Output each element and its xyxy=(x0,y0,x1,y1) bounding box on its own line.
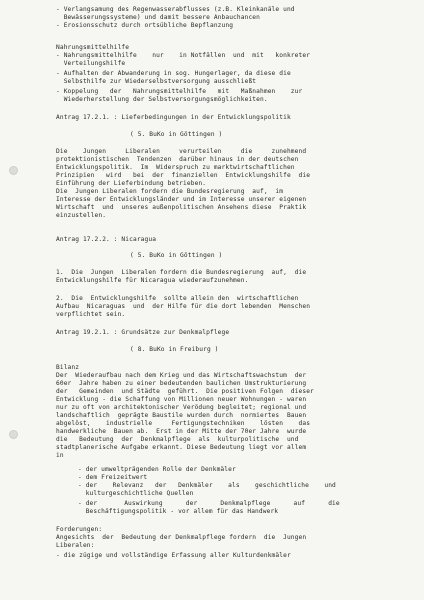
text-line: landschaftlich geprägte Baustile wurden durch normiertes Bauen xyxy=(56,412,307,419)
text-line: die Bedeutung der Denkmalpflege als kulturpolitische und xyxy=(56,436,299,443)
text-line: Der Wiederaufbau nach dem Krieg und das Wirtschaftswachstum der xyxy=(56,372,307,379)
text-line: - dem Freizeitwert xyxy=(78,474,148,481)
text-line: 60er Jahre haben zu einer bedeutenden baulichen Umstrukturierung xyxy=(56,380,307,387)
text-line: Selbsthilfe zur Wiederselbstversorgung ausschließt xyxy=(56,78,257,85)
text-line: - der Auswirkung der Denkmalpflege auf die xyxy=(78,500,340,507)
text-line: in xyxy=(56,452,64,459)
text-line: Beschäftigungspolitik - vor allem für das Handwerk xyxy=(78,508,279,515)
text-line: einzustellen. xyxy=(56,212,107,219)
text-line: ( 5. BuKo in Göttingen ) xyxy=(130,252,223,259)
text-line: - Koppelung der Nahrungsmittelhilfe mit Maßnahmen zur xyxy=(56,88,303,95)
text-line: - die zügige und vollständige Erfassung aller Kulturdenkmäler xyxy=(56,552,291,559)
text-line: Aufbau Nicaraguas und der Hilfe für die dort lebenden Menschen xyxy=(56,303,311,310)
text-line: 1. Die Jungen Liberalen fordern die Bundesregierung auf, die xyxy=(56,269,307,276)
text-line: Antrag 19.2.1. : Grundsätze zur Denkmalpflege xyxy=(56,329,230,336)
text-line: nur zu oft von architektonischer Verödung begleitet; regional und xyxy=(56,404,307,411)
text-line: der Gemeinden und Städte geführt. Die positiven Folgen dieser xyxy=(56,388,314,395)
text-line: Antrag 17.2.1. : Lieferbedingungen in der Entwicklungspolitik xyxy=(56,114,291,121)
text-line: Angesichts der Bedeutung der Denkmalpflege fordern die Jungen xyxy=(56,534,307,541)
text-line: Einführung der Lieferbindung betrieben. xyxy=(56,180,207,187)
text-line: - Erosionsschutz durch ortsübliche Bepflanzung xyxy=(56,22,234,29)
text-line: Antrag 17.2.2. : Nicaragua xyxy=(56,236,157,243)
text-line: - Aufhalten der Abwanderung in sog. Hungerlager, da diese die xyxy=(56,70,291,77)
text-line: - der umweltprägenden Rolle der Denkmäler xyxy=(78,466,236,473)
text-line: Wiederherstellung der Selbstversorgungsmöglichkeiten. xyxy=(56,96,268,103)
text-line: protektionistischen Tendenzen darüber hinaus in der deutschen xyxy=(56,156,299,163)
text-line: Prinzipien wird bei der finanziellen Entwicklungshilfe die xyxy=(56,172,311,179)
text-line: - Nahrungsmittelhilfe nur in Notfällen und mit konkreter xyxy=(56,52,311,59)
text-line: stadtplanerische Aufgabe erkannt. Diese Bedeutung liegt vor allem xyxy=(56,444,307,451)
text-line: Interesse der Entwicklungsländer und im Interesse unserer eigenen xyxy=(56,196,307,203)
text-line: - Verlangsamung des Regenwasserabflusses (z.B. Kleinkanäle und xyxy=(56,6,295,13)
text-line: - der Relevanz der Denkmäler als geschichtliche und xyxy=(78,482,336,489)
text-line: Entwicklung - die Schaffung von Millionen neuer Wohnungen - waren xyxy=(56,396,307,403)
text-line: handwerkliche Bauen ab. Erst in der Mitte der 70er Jahre wurde xyxy=(56,428,307,435)
text-line: Nahrungsmittelhilfe xyxy=(56,44,130,51)
text-line: Bewässerungssysteme) und damit bessere Anbauchancen xyxy=(56,14,261,21)
text-line: Entwicklungshilfe für Nicaragua wiederaufzunehmen. xyxy=(56,277,249,284)
text-line: ( 5. BuKo in Göttingen ) xyxy=(130,131,223,138)
text-line: Liberalen: xyxy=(56,542,95,549)
text-line: Verteilungshilfe xyxy=(56,60,126,67)
text-line: Bilanz xyxy=(56,364,80,371)
text-line: abgelöst, industrielle Fertigungstechniken lösten das xyxy=(56,420,311,427)
text-line: Wirtschaft und unseres außenpolitischen Ansehens diese Praktik xyxy=(56,204,307,211)
text-line: Die Jungen Liberalen fordern die Bundesregierung auf, im xyxy=(56,188,284,195)
text-line: 2. Die Entwicklungshilfe sollte allein den wirtschaftlichen xyxy=(56,295,299,302)
text-line: Entwicklungspolitik. Im Widerspruch zu marktwirtschaftlichen xyxy=(56,164,295,171)
text-line: verpflichtet sein. xyxy=(56,311,126,318)
text-line: Die Jungen Liberalen verurteilen die zunehmend xyxy=(56,148,307,155)
text-line: kulturgeschichtliche Quellen xyxy=(78,490,194,497)
text-line: ( 8. BuKo in Freiburg ) xyxy=(130,346,219,353)
text-line: Forderungen: xyxy=(56,526,103,533)
